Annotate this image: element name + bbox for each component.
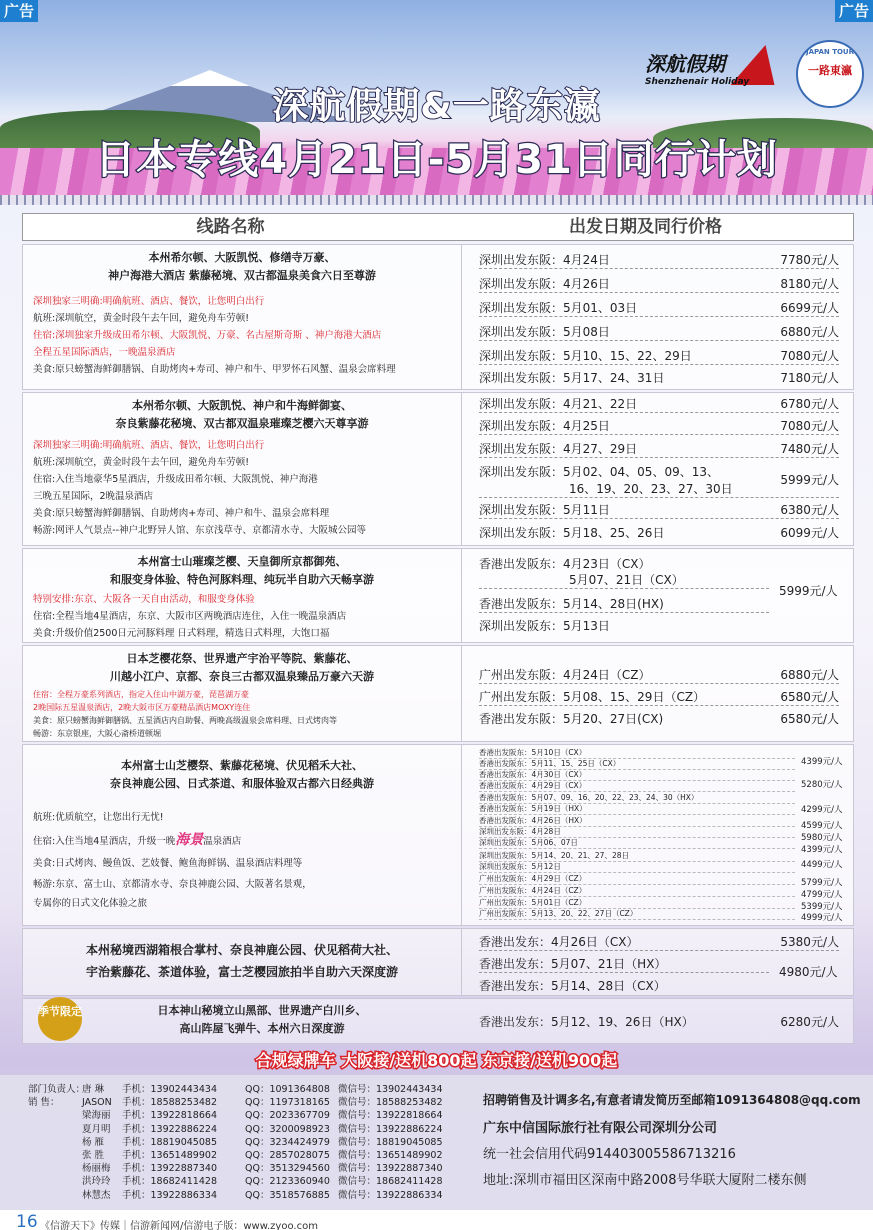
price-value: 8180元/人 (780, 277, 839, 291)
price-date: 深圳出发东阪：5月01、03日 (479, 301, 638, 315)
price-value: 7080元/人 (780, 349, 839, 363)
price-row (479, 555, 769, 572)
route-title (23, 1002, 461, 1038)
route-title-line: 日本芝樱花祭、世界遗产宇治平等院、紫藤花、 (126, 652, 358, 665)
price-row (479, 933, 839, 951)
small-price: 5280元/人 (801, 780, 843, 790)
price-value: 7080元/人 (780, 419, 839, 433)
staff-wechat (338, 1083, 443, 1202)
small-row: 香港出发阪东：5月07、09、16、20、22、23、24、30（HX） (479, 793, 795, 804)
route-title (23, 757, 461, 793)
staff-name: 夏月明 (82, 1123, 111, 1135)
staff-mobile: 手机：13922886224 (122, 1123, 217, 1135)
price-date-cont: 16、19、20、23、27、30日 (569, 482, 733, 496)
small-price: 5399元/人 (801, 902, 843, 912)
small-row: 广州出发阪东：5月13、20、22、27日（CZ） (479, 909, 795, 920)
route-title-line: 和服变身体验、特色河豚料理、纯玩半自助六天畅享游 (110, 573, 374, 586)
staff-wechat-item: 微信号：18819045085 (338, 1136, 443, 1148)
price-value: 6580元/人 (780, 690, 839, 704)
price-value: 7180元/人 (780, 371, 839, 385)
route-desc (23, 745, 462, 925)
staff-mobile: 手机：13922887340 (122, 1163, 217, 1175)
small-row: 深圳出发阪东：5月06、07日 (479, 838, 795, 849)
small-row: 广州出发阪东：4月24日（CZ） (479, 886, 795, 897)
credit-code: 统一社会信用代码914403005586713216 (483, 1147, 736, 1162)
route-desc (23, 929, 462, 995)
price-value: 6699元/人 (780, 301, 839, 315)
transfer-banner: 合规绿牌车 大阪接/送机800起 东京接/送机900起 (255, 1051, 618, 1070)
staff-wechat-item: 微信号：13902443434 (338, 1084, 443, 1095)
staff-wechat-item: 微信号：18588253482 (338, 1097, 443, 1109)
small-row: 深圳出发阪东：5月12日 (479, 862, 795, 873)
staff-qq-item: QQ：1197318165 (245, 1097, 330, 1109)
badge-cn: 一路東瀛 (808, 64, 852, 77)
route-line: 美食:升级价值2500日元河豚料理 日式料理，精选日式料理，大饱口福 (33, 628, 330, 639)
route-title-line: 宇治紫藤花、茶道体验，富士芝樱园旅拍半自助六天深度游 (85, 965, 398, 979)
price-date: 深圳出发东阪：4月26日 (479, 277, 610, 291)
staff-name: 杨 雁 (82, 1136, 105, 1148)
price-value: 7480元/人 (780, 442, 839, 456)
price-row (479, 501, 839, 519)
small-row: 香港出发阪东：5月11、15、25日（CX） (479, 759, 795, 770)
route-line: 三晚五星国际，2晚温泉酒店 (33, 491, 154, 502)
price-date: 深圳出发阪东：5月13日 (479, 619, 610, 633)
price-row (479, 524, 839, 541)
staff-wechat-item: 微信号：18682411428 (338, 1176, 443, 1188)
staff-wechat-item: 微信号：13922818664 (338, 1110, 443, 1122)
small-row: 深圳出发东阪：4月28日 (479, 827, 795, 838)
route-block (22, 645, 854, 742)
table-header (22, 213, 854, 241)
price-date: 深圳出发东阪：5月11日 (479, 503, 610, 517)
route-line: 住宿：全程万豪系列酒店，指定入住山中湖万豪，琵琶湖万豪 (33, 690, 249, 699)
price-row (479, 369, 839, 386)
staff-qq-item: QQ：1091364808 (245, 1084, 330, 1095)
price-date: 香港出发东：4月26日（CX） (479, 935, 639, 949)
route-block (22, 244, 854, 390)
route-line: 专属你的日式文化体验之旅 (33, 898, 148, 909)
seasonal-badge: 季节限定 (38, 997, 82, 1041)
price-row (479, 395, 839, 413)
price-date: 广州出发东阪：4月24日（CZ） (479, 668, 651, 682)
small-row: 广州出发阪东：4月29日（CZ） (479, 874, 795, 885)
price-date: 深圳出发东阪：5月08日 (479, 325, 610, 339)
price-row (479, 710, 839, 727)
staff-name: 洪玲玲 (82, 1176, 111, 1188)
route-line: 航班:深圳航空，黄金时段午去午回，避免舟车劳顿! (33, 457, 250, 468)
route-title-line: 奈良紫藤花秘境、双古都双温泉璀璨芝樱六天尊享游 (115, 417, 369, 430)
footer-text: 《信游天下》传媒｜信游新闻网/信游电子版：www.zyoo.com (40, 1221, 318, 1230)
route-desc (23, 393, 462, 545)
title-line1: 深航假期&一路东瀛 (272, 86, 601, 127)
price-value: 6280元/人 (780, 1015, 839, 1029)
route-line: 美食：原只螃蟹海鲜御膳锅、五星酒店内自助餐、两晚高级温泉会席料理、日式烤肉等 (33, 716, 337, 725)
route-line: 美食:原只螃蟹海鲜御膳锅、自助烤肉+寿司、神户和牛、甲罗怀石风蟹、温泉会席料理 (33, 364, 396, 375)
route-prices (461, 646, 853, 741)
route-line-text: 住宿:入住当地4星酒店，升级一晚 (33, 836, 176, 847)
price-date: 深圳出发东阪：5月17、24、31日 (479, 371, 665, 385)
shared-price: 4980元/人 (779, 965, 838, 979)
price-date: 深圳出发东阪：4月25日 (479, 419, 610, 433)
route-line: 深圳独家三明确:明确航班、酒店、餐饮，让您明白出行 (33, 296, 265, 307)
route-title (23, 650, 461, 686)
price-row (479, 1013, 839, 1030)
price-date: 深圳出发东阪：4月21、22日 (479, 397, 638, 411)
route-desc (23, 549, 462, 642)
small-row: 香港出发阪东：4月30日（CX） (479, 770, 795, 781)
route-title (23, 553, 461, 589)
staff-qq-item: QQ：3200098923 (245, 1123, 330, 1135)
price-row (479, 595, 769, 613)
price-date: 5月07、21日（CX） (569, 573, 684, 587)
route-block (22, 392, 854, 546)
staff-names (82, 1083, 112, 1202)
price-row (479, 417, 839, 435)
route-block (22, 928, 854, 996)
staff-qq-item: QQ：3513294560 (245, 1163, 330, 1175)
staff-name: 张 胜 (82, 1150, 105, 1162)
staff-qq-item: QQ：2123360940 (245, 1176, 330, 1188)
route-prices (461, 745, 853, 925)
staff-name: 林慧杰 (82, 1189, 111, 1201)
price-date: 香港出发阪东：4月23日（CX） (479, 557, 651, 571)
route-title-line: 本州富士山芝樱祭、紫藤花秘境、伏见稻禾大社、 (121, 759, 363, 772)
price-date: 香港出发东阪：5月20、27日(CX) (479, 712, 664, 726)
company-name: 广东中信国际旅行社有限公司深圳分公司 (483, 1121, 718, 1136)
staff-name: 梁海丽 (82, 1110, 111, 1122)
header-right: 出发日期及同行价格 (569, 217, 722, 237)
staff-mobile: 手机：18588253482 (122, 1097, 217, 1109)
price-date: 深圳出发东阪：4月24日 (479, 253, 610, 267)
route-line: 美食:日式烤肉、鳗鱼饭、艺妓餐、鲍鱼海鲜锅、温泉酒店料理等 (33, 858, 303, 869)
highlight-text: 海景 (175, 832, 204, 848)
route-line: 全程五星国际酒店，一晚温泉酒店 (33, 347, 176, 358)
route-desc (23, 646, 462, 741)
staff-mobile: 手机：18819045085 (122, 1136, 217, 1148)
route-line: 畅游:东京、富士山、京都清水寺、奈良神鹿公园、大阪著名景观， (33, 879, 312, 890)
route-line: 美食:原只螃蟹海鲜御膳锅、自助烤肉+寿司、神户和牛、温泉会席料理 (33, 508, 330, 519)
route-title-line: 本州希尔顿、大阪凯悦、神户和牛海鲜御宴、 (132, 399, 352, 412)
small-row: 香港出发阪东：5月19日（HX） (479, 804, 795, 815)
route-line: 特别安排:东京、大阪各一天自由活动，和服变身体验 (33, 594, 255, 605)
route-prices (461, 999, 853, 1043)
route-line: 住宿:入住当地豪华5星酒店，升级成田希尔顿、大阪凯悦、神户海港 (33, 474, 318, 485)
route-prices (461, 929, 853, 995)
decorative-border (0, 195, 873, 205)
route-title (23, 397, 461, 433)
staff-mobile: 手机：18682411428 (122, 1176, 217, 1188)
brand-cn: 深航假期 (645, 52, 725, 76)
route-line: 住宿:全程当地4星酒店，东京、大阪市区两晚酒店连住，入住一晚温泉酒店 (33, 611, 347, 622)
route-line-tail: 温泉酒店 (203, 836, 242, 847)
company-address: 地址:深圳市福田区深南中路2008号华联大厦附二楼东侧 (483, 1173, 807, 1188)
staff-mobile: 手机：13902443434 (122, 1084, 217, 1095)
route-title-line: 高山阵屋飞弹牛、本州六日深度游 (179, 1022, 345, 1035)
route-title-line: 川越小江户、京都、奈良三古都双温泉臻品万豪六天游 (110, 670, 374, 683)
brand-en: Shenzhenair Holiday (645, 77, 750, 87)
route-line: 航班:优质航空，让您出行无忧! (33, 812, 164, 823)
shared-price: 5999元/人 (779, 584, 838, 598)
small-row: 香港出发阪东：4月29日（CX） (479, 781, 795, 792)
route-line: 畅游:网评人气景点--神户北野异人馆、东京浅草寺、京都清水寺、大阪城公园等 (33, 525, 367, 536)
price-row (479, 251, 839, 269)
footer-contact (0, 1075, 873, 1210)
small-price: 4599元/人 (801, 821, 843, 831)
route-prices (461, 549, 853, 642)
price-value: 6099元/人 (780, 526, 839, 540)
route-block (22, 548, 854, 643)
route-title-line: 本州富士山璀璨芝樱、天皇御所京都御苑、 (137, 555, 347, 568)
staff-qq-item: QQ：3518576885 (245, 1189, 330, 1201)
staff-name: 杨丽梅 (82, 1163, 111, 1175)
price-date: 深圳出发东阪：5月10、15、22、29日 (479, 349, 692, 363)
staff-name: 唐 琳 (82, 1084, 105, 1095)
staff-role: 销 售： (28, 1097, 60, 1109)
staff-name: JASON (82, 1097, 112, 1109)
route-prices (461, 393, 853, 545)
small-price: 4299元/人 (801, 805, 843, 815)
route-line: 航班:深圳航空，黄金时段午去午回，避免舟车劳顿! (33, 313, 250, 324)
staff-wechat-item: 微信号：13922886334 (338, 1189, 443, 1201)
route-title-line: 奈良神鹿公园、日式茶道、和服体验双古都六日经典游 (110, 777, 374, 790)
price-row (479, 666, 839, 684)
route-line (23, 829, 461, 853)
small-price: 4799元/人 (801, 890, 843, 900)
recruit-text: 招聘销售及计调多名,有意者请发简历至邮箱1091364808@qq.com (483, 1093, 861, 1107)
price-date: 深圳出发东阪：5月02、04、05、09、13、 (479, 465, 719, 479)
price-value: 5380元/人 (780, 935, 839, 949)
price-row (479, 617, 769, 634)
small-price: 4499元/人 (801, 860, 843, 870)
page-number: 16 (16, 1212, 38, 1230)
staff-wechat-item: 微信号：13922887340 (338, 1163, 443, 1175)
price-value: 6380元/人 (780, 503, 839, 517)
small-price: 5980元/人 (801, 833, 843, 843)
price-row (479, 299, 839, 317)
price-date: 香港出发东：5月07、21日（HX） (479, 957, 667, 971)
badge-top: JAPAN TOUR (805, 48, 855, 56)
price-date: 深圳出发东阪：4月27、29日 (479, 442, 638, 456)
small-row: 深圳出发阪东：5月14、20、21、27、28日 (479, 851, 795, 862)
price-row (479, 571, 769, 589)
staff-qq-item: QQ：2857028075 (245, 1150, 330, 1162)
price-row (479, 688, 839, 706)
staff-mobile: 手机：13922818664 (122, 1110, 217, 1122)
route-title-line: 本州希尔顿、大阪凯悦、修缮寺万豪、 (148, 251, 336, 264)
ad-label-left: 广告 (0, 0, 38, 22)
route-desc (23, 999, 461, 1043)
price-date: 香港出发阪东：5月14、28日(HX) (479, 597, 664, 611)
price-row (479, 955, 769, 973)
price-row (479, 347, 839, 365)
title-line2: 日本专线4月21日-5月31日同行计划 (95, 137, 778, 183)
staff-qq-item: QQ：3234424979 (245, 1136, 330, 1148)
price-value: 5999元/人 (780, 473, 839, 487)
route-block (22, 998, 854, 1044)
price-date: 深圳出发东阪：5月18、25、26日 (479, 526, 665, 540)
route-title-line: 神户海港大酒店 紫藤秘境、双古都温泉美食六日至尊游 (108, 269, 376, 282)
staff-role: 部门负责人： (28, 1084, 86, 1095)
price-row (479, 275, 839, 293)
staff-roles (28, 1083, 85, 1109)
route-desc (23, 245, 462, 389)
route-line: 2晚国际五星温泉酒店，2晚大阪市区万豪精品酒店MOXY连住 (33, 703, 251, 712)
price-date: 香港出发东：5月14、28日（CX） (479, 979, 666, 993)
price-value: 7780元/人 (780, 253, 839, 267)
small-row: 香港出发阪东：5月10日（CX） (479, 748, 795, 759)
price-row (479, 977, 769, 994)
small-price: 4399元/人 (801, 845, 843, 855)
staff-wechat-item: 微信号：13651489902 (338, 1150, 443, 1162)
small-price: 5799元/人 (801, 878, 843, 888)
price-value: 6780元/人 (780, 397, 839, 411)
header-left: 线路名称 (196, 217, 265, 237)
staff-qq-item: QQ：2023367709 (245, 1110, 330, 1122)
route-prices (461, 245, 853, 389)
staff-mobiles (122, 1083, 217, 1202)
price-row (479, 440, 839, 458)
small-row: 香港出发阪东：4月26日（HX） (479, 816, 795, 827)
staff-qq (245, 1083, 330, 1202)
staff-mobile: 手机：13651489902 (122, 1150, 217, 1162)
price-row (479, 463, 839, 498)
small-row: 广州出发阪东：5月01日（CZ） (479, 898, 795, 909)
route-line: 住宿:深圳独家升级成田希尔顿、大阪凯悦、万豪、名古屋斯奇斯 、神户海港大酒店 (33, 330, 382, 341)
route-title-line: 日本神山秘境立山黑部、世界遗产白川乡、 (157, 1004, 367, 1017)
price-date: 广州出发东阪：5月08、15、29日（CZ） (479, 690, 706, 704)
route-title-line: 本州秘境西湖箱根合掌村、奈良神鹿公园、伏见稻荷大社、 (85, 943, 398, 957)
route-line: 畅游：东京银座，大阪心斋桥道顿堀 (33, 729, 161, 738)
route-title (23, 939, 461, 983)
price-row (479, 323, 839, 341)
route-line: 深圳独家三明确:明确航班、酒店、餐饮，让您明白出行 (33, 440, 265, 451)
small-price: 4399元/人 (801, 757, 843, 767)
route-title (23, 249, 461, 285)
ad-label-right: 广告 (835, 0, 873, 22)
staff-mobile: 手机：13922886334 (122, 1189, 217, 1201)
price-date: 香港出发东：5月12、19、26日（HX） (479, 1015, 694, 1029)
staff-wechat-item: 微信号：13922886224 (338, 1123, 443, 1135)
small-price: 4999元/人 (801, 913, 843, 923)
route-block (22, 744, 854, 926)
price-value: 6580元/人 (780, 712, 839, 726)
price-value: 6880元/人 (780, 325, 839, 339)
price-value: 6880元/人 (780, 668, 839, 682)
